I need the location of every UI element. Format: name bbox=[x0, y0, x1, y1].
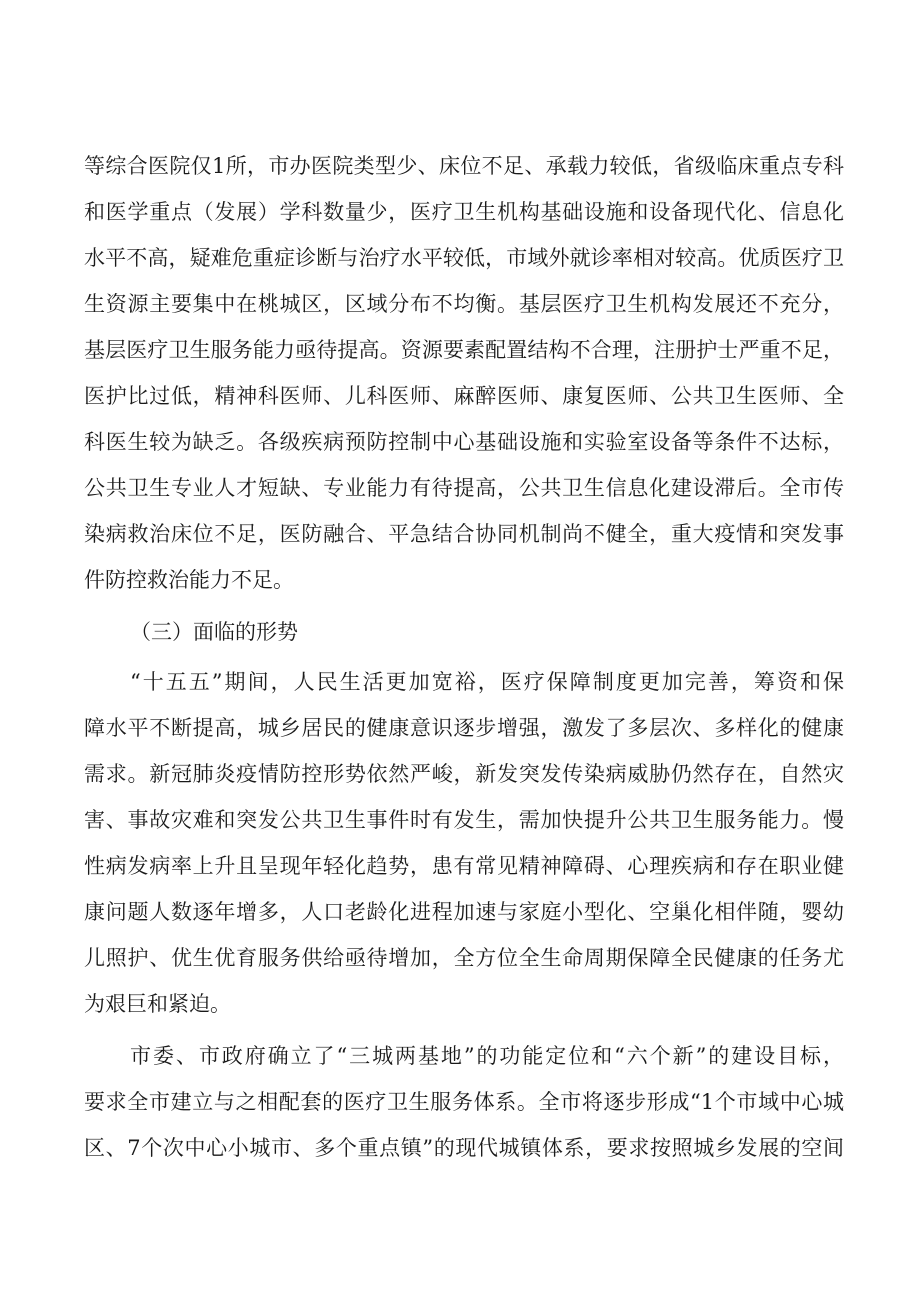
text-line: 水平不高，疑难危重症诊断与治疗水平较低，市域外就诊率相对较高。优质医疗卫 bbox=[84, 246, 844, 270]
text-line: 障水平不断提高，城乡居民的健康意识逐步增强，激发了多层次、多样化的健康 bbox=[84, 716, 844, 740]
text-line: 医护比过低，精神科医师、儿科医师、麻醉医师、康复医师、公共卫生医师、全 bbox=[84, 384, 844, 408]
text-line: 性病发病率上升且呈现年轻化趋势，患有常见精神障碍、心理疾病和存在职业健 bbox=[84, 854, 844, 878]
text-line: 要求全市建立与之相配套的医疗卫生服务体系。全市将逐步形成“1个市域中心城 bbox=[84, 1090, 844, 1114]
text-line: “十五五”期间，人民生活更加宽裕，医疗保障制度更加完善，筹资和保 bbox=[130, 670, 844, 694]
section-heading: （三）面临的形势 bbox=[130, 620, 298, 644]
text-line: 市委、市政府确立了“三城两基地”的功能定位和“六个新”的建设目标， bbox=[130, 1044, 844, 1068]
text-line: 儿照护、优生优育服务供给亟待增加，全方位全生命周期保障全民健康的任务尤 bbox=[84, 946, 844, 970]
text-line: 区、7个次中心小城市、多个重点镇”的现代城镇体系，要求按照城乡发展的空间 bbox=[84, 1136, 844, 1160]
text-line: 生资源主要集中在桃城区，区域分布不均衡。基层医疗卫生机构发展还不充分， bbox=[84, 292, 844, 316]
text-line: 康问题人数逐年增多，人口老龄化进程加速与家庭小型化、空巢化相伴随，婴幼 bbox=[84, 900, 844, 924]
text-line: 为艰巨和紧迫。 bbox=[84, 992, 231, 1016]
text-line: 需求。新冠肺炎疫情防控形势依然严峻，新发突发传染病威胁仍然存在，自然灾 bbox=[84, 762, 844, 786]
text-line: 基层医疗卫生服务能力亟待提高。资源要素配置结构不合理，注册护士严重不足， bbox=[84, 338, 844, 362]
text-line: 件防控救治能力不足。 bbox=[84, 568, 294, 592]
text-line: 害、事故灾难和突发公共卫生事件时有发生，需加快提升公共卫生服务能力。慢 bbox=[84, 808, 844, 832]
text-line: 和医学重点（发展）学科数量少，医疗卫生机构基础设施和设备现代化、信息化 bbox=[84, 200, 844, 224]
text-line: 等综合医院仅1所，市办医院类型少、床位不足、承载力较低，省级临床重点专科 bbox=[84, 154, 844, 178]
text-line: 公共卫生专业人才短缺、专业能力有待提高，公共卫生信息化建设滞后。全市传 bbox=[84, 476, 844, 500]
text-line: 科医生较为缺乏。各级疾病预防控制中心基础设施和实验室设备等条件不达标， bbox=[84, 430, 844, 454]
text-line: 染病救治床位不足，医防融合、平急结合协同机制尚不健全，重大疫情和突发事 bbox=[84, 522, 844, 546]
